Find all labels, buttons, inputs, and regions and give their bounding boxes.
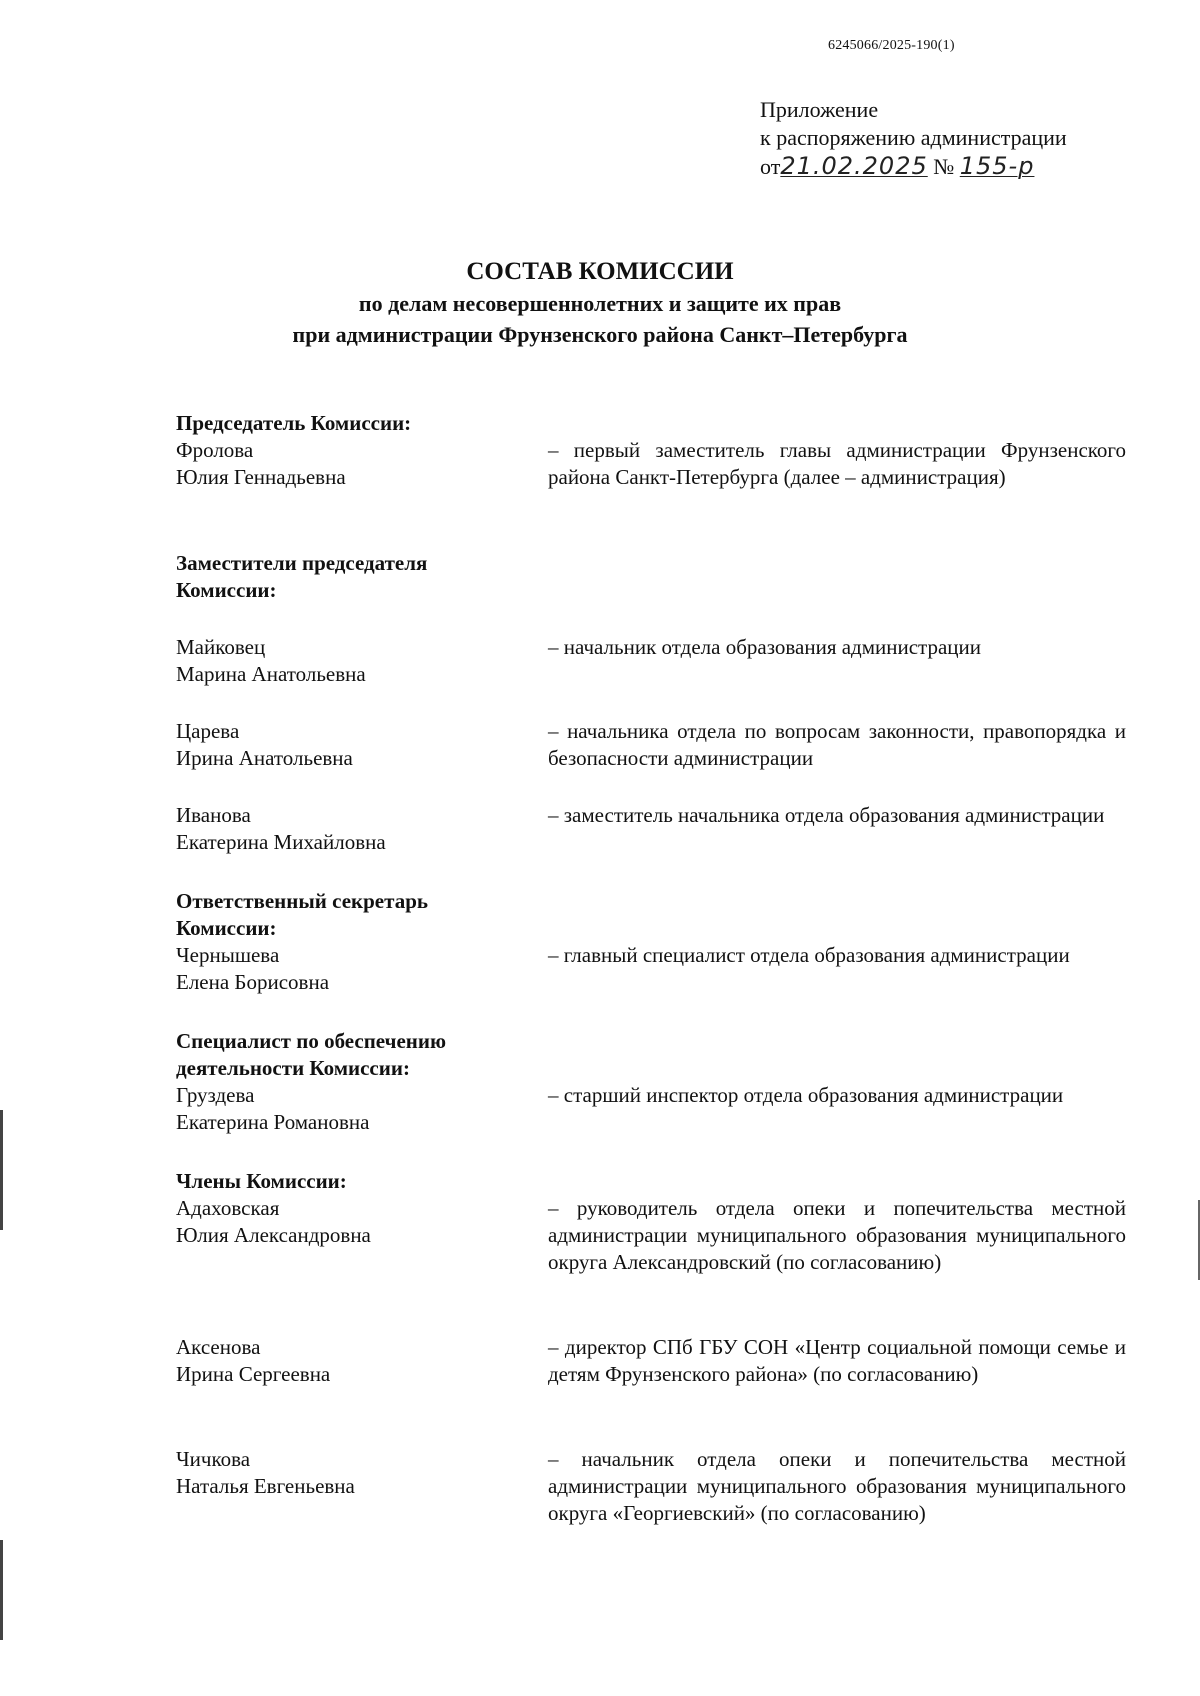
member-row: [176, 634, 1126, 688]
title-sub-2: при администрации Фрунзенского района Санкт–Петербурга: [292, 322, 908, 347]
document-title: [0, 256, 1200, 350]
member-surname: Груздева: [176, 1083, 255, 1107]
annex-label: Приложение: [760, 97, 879, 122]
member-name: [176, 1195, 548, 1276]
secretary-heading: Ответственный секретарь Комиссии:: [176, 889, 428, 940]
deputies-section: [176, 550, 1126, 604]
member-given-names: Наталья Евгеньевна: [176, 1474, 355, 1498]
members-section: [176, 1168, 1126, 1276]
scan-edge-mark: [0, 1540, 3, 1640]
annex-date-line: [760, 152, 1170, 181]
member-surname: Царева: [176, 719, 240, 743]
member-role: – начальник отдела образования администрации: [548, 635, 982, 659]
member-surname: Адаховская: [176, 1196, 280, 1220]
annex-block: [760, 96, 1170, 181]
member-name: [176, 1082, 548, 1136]
member-given-names: Юлия Геннадьевна: [176, 465, 346, 489]
member-given-names: Екатерина Михайловна: [176, 830, 386, 854]
list-item: [176, 1446, 1126, 1527]
specialist-heading: Специалист по обеспечению деятельности Комиссии:: [176, 1029, 447, 1080]
member-given-names: Юлия Александровна: [176, 1223, 371, 1247]
chairman-heading: Председатель Комиссии:: [176, 411, 412, 435]
member-given-names: Елена Борисовна: [176, 970, 330, 994]
member-role: – руководитель отдела опеки и попечительства местной администрации муниципального образования муниципального округа Александровский (по согласованию): [548, 1196, 1126, 1274]
list-item: [176, 942, 1126, 996]
member-given-names: Марина Анатольевна: [176, 662, 366, 686]
list-item: [176, 634, 1126, 688]
member-role: – заместитель начальника отдела образования администрации: [548, 803, 1105, 827]
member-name: [176, 942, 548, 996]
member-name: [176, 718, 548, 772]
member-row: [176, 1446, 1126, 1527]
member-name: [176, 1446, 548, 1527]
member-surname: Майковец: [176, 635, 266, 659]
list-item: [176, 1082, 1126, 1136]
member-row: [176, 718, 1126, 772]
list-item: [176, 1195, 1126, 1276]
member-surname: Иванова: [176, 803, 251, 827]
member-surname: Аксенова: [176, 1335, 261, 1359]
member-role: – начальника отдела по вопросам законности, правопорядка и безопасности администрации: [548, 719, 1126, 770]
handwritten-number: 155-р: [959, 152, 1035, 180]
member-surname: Фролова: [176, 438, 254, 462]
members-heading: Члены Комиссии:: [176, 1169, 347, 1193]
date-prefix: от: [760, 154, 781, 179]
member-row: [176, 1334, 1126, 1388]
member-given-names: Екатерина Романовна: [176, 1110, 370, 1134]
member-role: – главный специалист отдела образования администрации: [548, 943, 1070, 967]
handwritten-date: 21.02.2025: [780, 152, 928, 180]
secretary-section: [176, 888, 1126, 996]
list-item: [176, 718, 1126, 772]
member-given-names: Ирина Сергеевна: [176, 1362, 331, 1386]
member-surname: Чернышева: [176, 943, 280, 967]
member-name: [176, 634, 548, 688]
document-id: 6245066/2025-190(1): [828, 38, 955, 53]
title-main: СОСТАВ КОМИССИИ: [466, 258, 734, 285]
member-name: [176, 1334, 548, 1388]
member-role: – директор СПб ГБУ СОН «Центр социальной помощи семье и детям Фрунзенского района» (по согласованию): [548, 1335, 1126, 1386]
member-role: – старший инспектор отдела образования администрации: [548, 1083, 1064, 1107]
list-item: [176, 437, 1126, 491]
member-name: [176, 437, 548, 491]
member-surname: Чичкова: [176, 1447, 251, 1471]
title-sub-1: по делам несовершеннолетних и защите их прав: [358, 291, 842, 316]
number-prefix: №: [933, 154, 955, 179]
specialist-section: [176, 1028, 1126, 1136]
member-role: – начальник отдела опеки и попечительства местной администрации муниципального образования муниципального округа «Георгиевский» (по согласованию): [548, 1447, 1126, 1525]
member-name: [176, 802, 548, 856]
member-role: – первый заместитель главы администрации Фрунзенского района Санкт-Петербурга (далее – администрация): [548, 438, 1126, 489]
deputies-heading: Заместители председателя Комиссии:: [176, 551, 428, 602]
list-item: [176, 802, 1126, 856]
chairman-section: [176, 410, 1126, 491]
annex-reference: к распоряжению администрации: [760, 125, 1067, 150]
member-given-names: Ирина Анатольевна: [176, 746, 353, 770]
scan-edge-mark: [0, 1110, 3, 1230]
list-item: [176, 1334, 1126, 1388]
member-row: [176, 802, 1126, 856]
